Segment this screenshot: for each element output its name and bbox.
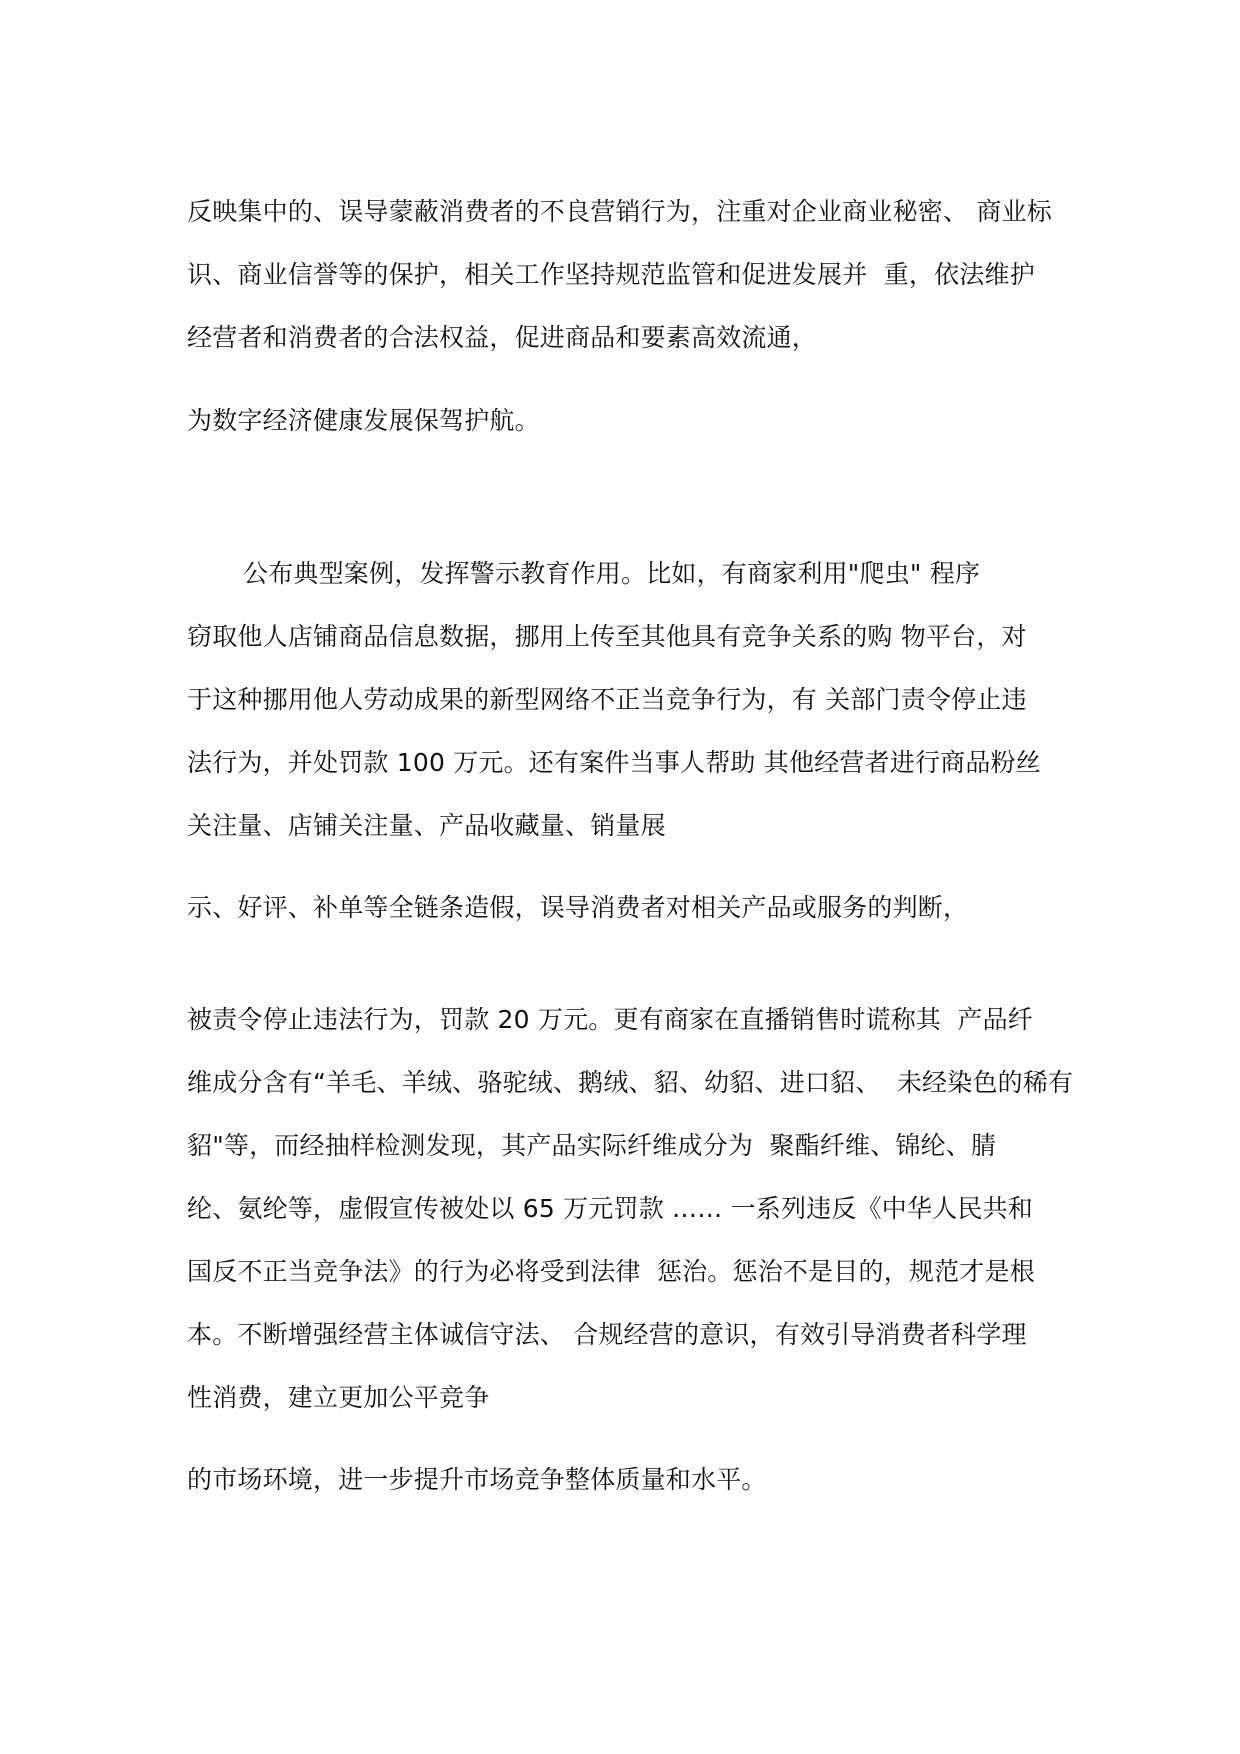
text-line: 貂"等，而经抽样检测发现，其产品实际纤维成分为 聚酯纤维、锦纶、腈 xyxy=(187,1131,997,1160)
text-line: 本。不断增强经营主体诚信守法、 合规经营的意识，有效引导消费者科学理 xyxy=(187,1320,1027,1349)
text-line: 公布典型案例，发挥警示教育作用。比如，有商家利用"爬虫" 程序 xyxy=(243,559,981,588)
text-line: 关注量、店铺关注量、产品收藏量、销量展 xyxy=(187,811,666,840)
text-line: 被责令停止违法行为，罚款 20 万元。更有商家在直播销售时谎称其 产品纤 xyxy=(187,1005,1034,1034)
text-line: 反映集中的、误导蒙蔽消费者的不良营销行为，注重对企业商业秘密、 商业标 xyxy=(187,197,1052,226)
text-line: 纶、氨纶等，虚假宣传被处以 65 万元罚款 …… 一系列违反《中华人民共和 xyxy=(187,1194,1034,1223)
text-line: 窃取他人店铺商品信息数据，挪用上传至其他具有竞争关系的购 物平台，对 xyxy=(187,622,1027,651)
text-line: 维成分含有“羊毛、羊绒、骆驼绒、鹅绒、貂、幼貂、进口貂、 未经染色的稀有 xyxy=(187,1068,1074,1097)
text-line: 国反不正当竞争法》的行为必将受到法律 惩治。惩治不是目的，规范才是根 xyxy=(187,1257,1035,1286)
text-line: 性消费，建立更加公平竞争 xyxy=(187,1383,490,1412)
text-line: 为数字经济健康发展保驾护航。 xyxy=(187,406,540,435)
text-line: 识、商业信誉等的保护，相关工作坚持规范监管和促进发展并 重，依法维护 xyxy=(187,260,1035,289)
text-line: 法行为，并处罚款 100 万元。还有案件当事人帮助 其他经营者进行商品粉丝 xyxy=(187,748,1041,777)
text-line: 经营者和消费者的合法权益，促进商品和要素高效流通， xyxy=(187,323,818,352)
text-line: 示、好评、补单等全链条造假，误导消费者对相关产品或服务的判断， xyxy=(187,893,969,922)
text-line: 于这种挪用他人劳动成果的新型网络不正当竞争行为，有 关部门责令停止违 xyxy=(187,685,1027,714)
text-line: 的市场环境，进一步提升市场竞争整体质量和水平。 xyxy=(187,1465,767,1494)
